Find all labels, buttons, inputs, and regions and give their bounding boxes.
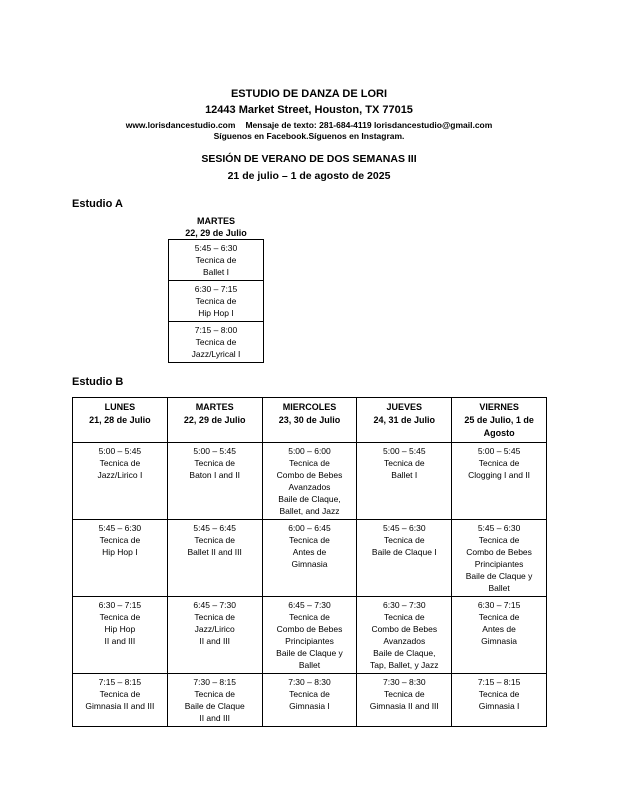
day-name: LUNES xyxy=(104,402,136,412)
class-time: 5:00 – 5:45 xyxy=(98,446,142,456)
class-cell xyxy=(169,240,264,281)
class-name-line: Combo de Bebes xyxy=(371,624,438,634)
class-time: 5:00 – 5:45 xyxy=(193,446,236,456)
class-name-line: Tecnica de xyxy=(478,458,520,468)
day-dates: 23, 30 de Julio xyxy=(278,415,341,425)
class-cell xyxy=(167,674,262,727)
class-cell xyxy=(169,281,264,322)
class-name-line: Gimnasia xyxy=(481,636,518,646)
table-row xyxy=(73,597,547,674)
class-cell xyxy=(73,674,168,727)
class-time: 6:45 – 7:30 xyxy=(288,600,331,610)
class-cell xyxy=(167,443,262,520)
class-name-line: Baile de Claque, xyxy=(373,648,436,658)
studio-a-day-dates: 22, 29 de Julio xyxy=(185,228,247,238)
table-row xyxy=(73,443,547,520)
session-dates: 21 de julio – 1 de agosto de 2025 xyxy=(227,170,391,182)
class-name-line: Tecnica de xyxy=(99,689,141,699)
class-name-line: II and III xyxy=(104,636,136,646)
class-name-line: Tecnica de xyxy=(194,612,236,622)
class-name-line: Ballet xyxy=(298,660,321,670)
class-time: 7:15 – 8:00 xyxy=(194,325,238,335)
class-cell xyxy=(262,597,357,674)
class-name-line: Avanzados xyxy=(383,636,426,646)
class-name-line: Baile de Claque xyxy=(184,701,245,711)
class-name-line: Combo de Bebes xyxy=(466,547,532,557)
class-time: 5:45 – 6:30 xyxy=(194,243,238,253)
class-name-line: Ballet I xyxy=(203,267,229,277)
day-header xyxy=(262,398,357,443)
class-name-line: Ballet, and Jazz xyxy=(279,506,340,516)
class-time: 5:45 – 6:30 xyxy=(98,523,142,533)
day-header xyxy=(357,398,452,443)
class-cell xyxy=(73,443,168,520)
class-name-line: Combo de Bebes xyxy=(276,624,343,634)
class-name-line: Hip Hop I xyxy=(198,308,234,318)
class-name-line: Tecnica de xyxy=(478,689,520,699)
class-name-line: II and III xyxy=(199,713,231,723)
class-time: 6:30 – 7:30 xyxy=(383,600,426,610)
class-cell xyxy=(452,520,547,597)
header-row xyxy=(73,398,547,443)
class-cell xyxy=(452,597,547,674)
class-name-line: Tecnica de xyxy=(478,535,520,545)
class-name-line: Combo de Bebes xyxy=(276,470,343,480)
day-name: MIERCOLES xyxy=(282,402,337,412)
class-name-line: Tecnica de xyxy=(478,612,520,622)
class-time: 6:30 – 7:15 xyxy=(194,284,238,294)
class-name-line: Tecnica de xyxy=(99,612,141,622)
class-time: 5:45 – 6:30 xyxy=(477,523,521,533)
day-name: VIERNES xyxy=(479,402,519,412)
class-name-line: Hip Hop xyxy=(104,624,136,634)
class-cell xyxy=(262,674,357,727)
table-row xyxy=(73,520,547,597)
class-name-line: Baile de Claque, xyxy=(278,494,341,504)
class-name-line: Tecnica de xyxy=(99,458,141,468)
class-name-line: Baile de Claque I xyxy=(371,547,437,557)
class-name-line: Gimnasia II and III xyxy=(85,701,155,711)
class-cell xyxy=(73,597,168,674)
class-name-line: Principiantes xyxy=(285,636,334,646)
class-name-line: Tecnica de xyxy=(289,458,330,468)
class-name-line: Antes de xyxy=(292,547,327,557)
class-cell xyxy=(262,520,357,597)
class-cell xyxy=(452,674,547,727)
class-time: 6:00 – 6:45 xyxy=(288,523,331,533)
class-cell xyxy=(167,597,262,674)
session-title: SESIÓN DE VERANO DE DOS SEMANAS III xyxy=(201,153,417,165)
studio-a-day: MARTES xyxy=(197,216,235,226)
day-name: JUEVES xyxy=(386,402,423,412)
class-time: 6:30 – 7:15 xyxy=(477,600,521,610)
table-row xyxy=(73,674,547,727)
class-name-line: Baile de Claque y xyxy=(465,571,533,581)
table-row xyxy=(169,281,264,322)
class-time: 6:30 – 7:15 xyxy=(98,600,142,610)
class-time: 7:30 – 8:30 xyxy=(383,677,426,687)
class-name-line: Tecnica de xyxy=(289,689,330,699)
class-cell xyxy=(262,443,357,520)
class-time: 5:00 – 5:45 xyxy=(383,446,426,456)
class-name-line: Tecnica de xyxy=(195,337,237,347)
class-name-line: Avanzados xyxy=(288,482,331,492)
class-name-line: Ballet xyxy=(488,583,510,593)
day-name: MARTES xyxy=(195,402,234,412)
class-time: 7:15 – 8:15 xyxy=(98,677,142,687)
studio-a-schedule xyxy=(168,239,264,363)
class-time: 7:15 – 8:15 xyxy=(477,677,521,687)
website-link[interactable]: www.lorisdancestudio.com xyxy=(125,120,236,130)
day-header xyxy=(73,398,168,443)
class-cell xyxy=(357,597,452,674)
class-name-line: Baton I and II xyxy=(189,470,240,480)
class-name-line: Jazz/Lyrical I xyxy=(191,349,241,359)
class-time: 7:30 – 8:15 xyxy=(193,677,236,687)
class-time: 5:45 – 6:30 xyxy=(383,523,426,533)
social-line xyxy=(0,131,618,141)
day-dates: 21, 28 de Julio xyxy=(89,415,151,425)
contact-line xyxy=(0,120,618,130)
studio-title: ESTUDIO DE DANZA DE LORI xyxy=(230,88,388,100)
class-name-line: Tecnica de xyxy=(289,535,330,545)
day-header xyxy=(167,398,262,443)
class-name-line: Jazz/Lirico xyxy=(194,624,235,634)
class-name-line: Hip Hop I xyxy=(102,547,138,557)
class-name-line: Jazz/Lirico I xyxy=(97,470,143,480)
class-name-line: Ballet II and III xyxy=(187,547,242,557)
studio-b-schedule xyxy=(72,397,547,727)
class-time: 5:45 – 6:45 xyxy=(193,523,236,533)
facebook-text: Síguenos en Facebook. xyxy=(213,131,309,141)
class-name-line: Ballet I xyxy=(391,470,418,480)
class-name-line: Gimnasia I xyxy=(289,701,330,711)
table-row xyxy=(169,240,264,281)
day-dates: 22, 29 de Julio xyxy=(183,415,246,425)
class-name-line: Tecnica de xyxy=(289,612,330,622)
class-name-line: Tecnica de xyxy=(195,255,237,265)
day-dates: 25 de Julio, 1 de Agosto xyxy=(464,415,534,438)
class-name-line: Gimnasia II and III xyxy=(369,701,439,711)
class-cell xyxy=(73,520,168,597)
class-cell xyxy=(169,322,264,363)
class-name-line: II and III xyxy=(199,636,231,646)
class-name-line: Tecnica de xyxy=(99,535,141,545)
class-time: 7:30 – 8:30 xyxy=(288,677,331,687)
studio-b-label: Estudio B xyxy=(72,376,124,388)
class-name-line: Tecnica de xyxy=(194,458,236,468)
class-time: 6:45 – 7:30 xyxy=(193,600,236,610)
day-dates: 24, 31 de Julio xyxy=(373,415,436,425)
class-name-line: Tecnica de xyxy=(195,296,237,306)
class-name-line: Gimnasia xyxy=(291,559,328,569)
table-row xyxy=(169,322,264,363)
class-name-line: Gimnasia I xyxy=(478,701,520,711)
class-cell xyxy=(357,443,452,520)
class-cell xyxy=(357,674,452,727)
class-name-line: Tecnica de xyxy=(194,535,236,545)
class-cell xyxy=(357,520,452,597)
class-name-line: Principiantes xyxy=(474,559,524,569)
class-cell xyxy=(452,443,547,520)
class-name-line: Tecnica de xyxy=(383,612,425,622)
class-time: 5:00 – 6:00 xyxy=(288,446,331,456)
class-name-line: Tecnica de xyxy=(383,689,425,699)
class-name-line: Tap, Ballet, y Jazz xyxy=(370,660,439,670)
text-message-info: Mensaje de texto: 281-684-4119 lorisdancestudio@gmail.com xyxy=(245,120,493,130)
studio-address: 12443 Market Street, Houston, TX 77015 xyxy=(205,104,413,116)
class-name-line: Tecnica de xyxy=(194,689,236,699)
class-name-line: Tecnica de xyxy=(383,535,425,545)
class-time: 5:00 – 5:45 xyxy=(477,446,521,456)
studio-a-label: Estudio A xyxy=(72,198,123,210)
instagram-text: Síguenos en Instagram. xyxy=(308,131,405,141)
class-name-line: Clogging I and II xyxy=(468,470,531,480)
class-name-line: Tecnica de xyxy=(383,458,425,468)
class-cell xyxy=(167,520,262,597)
class-name-line: Baile de Claque y xyxy=(276,648,343,658)
day-header xyxy=(452,398,547,443)
class-name-line: Antes de xyxy=(482,624,516,634)
